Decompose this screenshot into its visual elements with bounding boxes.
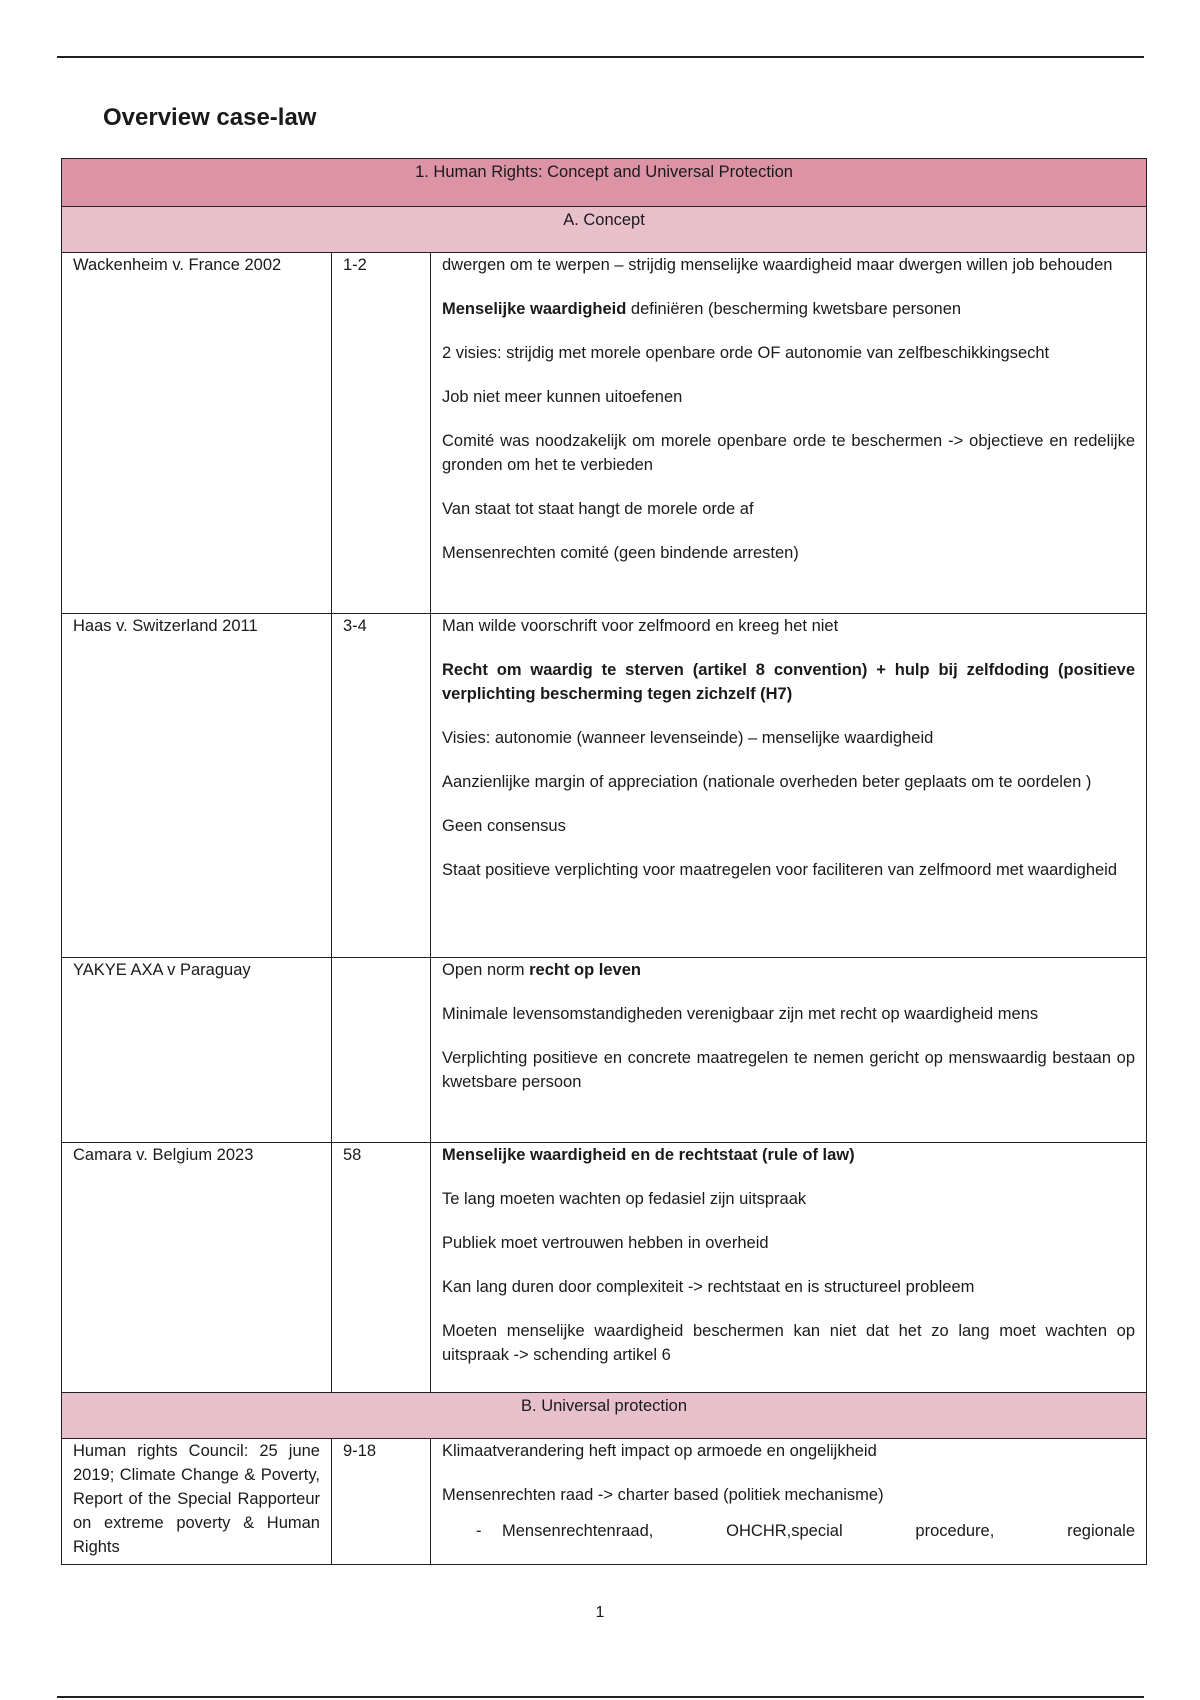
note-bold: recht op leven xyxy=(529,961,641,979)
header-rule xyxy=(57,56,1144,58)
note-bold: Menselijke waardigheid xyxy=(442,300,627,318)
note: Man wilde voorschrift voor zelfmoord en kreeg het niet xyxy=(442,617,839,635)
case-pages: 9-18 xyxy=(332,1439,431,1565)
note-bold: Recht om waardig te sterven (artikel 8 convention) + hulp bij zelfdoding (positieve verplichting bescherming tegen zichzelf (H7) xyxy=(442,661,1136,703)
note: Geen consensus xyxy=(442,817,566,835)
case-pages: 1-2 xyxy=(332,253,431,614)
note-text: Open norm xyxy=(442,961,530,979)
case-notes xyxy=(431,1439,1147,1565)
page-number: 1 xyxy=(595,1604,605,1621)
note: Van staat tot staat hangt de morele orde af xyxy=(442,500,754,518)
table-row xyxy=(62,614,1147,958)
case-notes xyxy=(431,614,1147,958)
note: Klimaatverandering heft impact op armoede en ongelijkheid xyxy=(442,1442,877,1460)
note: Staat positieve verplichting voor maatregelen voor faciliteren van zelfmoord met waardigheid xyxy=(442,861,1118,879)
note: Mensenrechten comité (geen bindende arresten) xyxy=(442,544,799,562)
subsection-header-row xyxy=(62,1393,1147,1439)
note: Publiek moet vertrouwen hebben in overheid xyxy=(442,1234,769,1252)
bullet-list xyxy=(442,1519,1135,1543)
case-pages xyxy=(332,958,431,1143)
note: Minimale levensomstandigheden verenigbaar zijn met recht op waardigheid mens xyxy=(442,1005,1039,1023)
note-bold: Menselijke waardigheid en de rechtstaat (rule of law) xyxy=(442,1146,855,1164)
note: Job niet meer kunnen uitoefenen xyxy=(442,388,683,406)
note: dwergen om te werpen – strijdig menselijke waardigheid maar dwergen willen job behouden xyxy=(442,256,1113,274)
note xyxy=(442,658,1135,706)
note: Comité was noodzakelijk om morele openbare orde te beschermen -> objectieve en redelijke gronden om het te verbieden xyxy=(442,432,1136,474)
case-name: Wackenheim v. France 2002 xyxy=(62,253,332,614)
table-row xyxy=(62,1143,1147,1393)
case-name: Camara v. Belgium 2023 xyxy=(62,1143,332,1393)
subsection-title-concept: A. Concept xyxy=(62,207,1147,253)
table-row xyxy=(62,1439,1147,1565)
case-notes xyxy=(431,253,1147,614)
note: 2 visies: strijdig met morele openbare orde OF autonomie van zelfbeschikkingsecht xyxy=(442,344,1050,362)
table-row xyxy=(62,253,1147,614)
case-name: Haas v. Switzerland 2011 xyxy=(62,614,332,958)
case-pages: 3-4 xyxy=(332,614,431,958)
note: Mensenrechten raad -> charter based (politiek mechanisme) xyxy=(442,1486,884,1504)
case-name: Human rights Council: 25 june 2019; Climate Change & Poverty, Report of the Special Rapporteur on extreme poverty & Human Rights xyxy=(62,1439,332,1565)
case-name: YAKYE AXA v Paraguay xyxy=(62,958,332,1143)
bullet-text: Mensenrechtenraad, OHCHR,special procedure, regionale xyxy=(502,1522,1136,1540)
note: Te lang moeten wachten op fedasiel zijn uitspraak xyxy=(442,1190,807,1208)
section-header-row xyxy=(62,159,1147,207)
case-notes xyxy=(431,958,1147,1143)
section-title: 1. Human Rights: Concept and Universal Protection xyxy=(62,159,1147,207)
note: Aanzienlijke margin of appreciation (nationale overheden beter geplaats om te oordelen ) xyxy=(442,773,1092,791)
list-item xyxy=(442,1519,1135,1543)
note-text: definiëren (bescherming kwetsbare personen xyxy=(626,300,962,318)
table-row xyxy=(62,958,1147,1143)
page-title: Overview case-law xyxy=(103,104,317,131)
note xyxy=(442,958,1135,982)
note: Moeten menselijke waardigheid beschermen kan niet dat het zo lang moet wachten op uitspraak -> schending artikel 6 xyxy=(442,1322,1136,1364)
note xyxy=(442,297,1135,321)
subsection-title-universal: B. Universal protection xyxy=(62,1393,1147,1439)
case-notes xyxy=(431,1143,1147,1393)
case-pages: 58 xyxy=(332,1143,431,1393)
note xyxy=(442,1143,1135,1167)
note: Verplichting positieve en concrete maatregelen te nemen gericht op menswaardig bestaan op kwetsbare persoon xyxy=(442,1049,1136,1091)
note: Visies: autonomie (wanneer levenseinde) – menselijke waardigheid xyxy=(442,729,934,747)
footer-rule xyxy=(57,1696,1144,1698)
subsection-header-row xyxy=(62,207,1147,253)
case-law-table xyxy=(61,158,1147,1565)
dash-bullet: - xyxy=(476,1522,482,1540)
note: Kan lang duren door complexiteit -> rechtstaat en is structureel probleem xyxy=(442,1278,975,1296)
